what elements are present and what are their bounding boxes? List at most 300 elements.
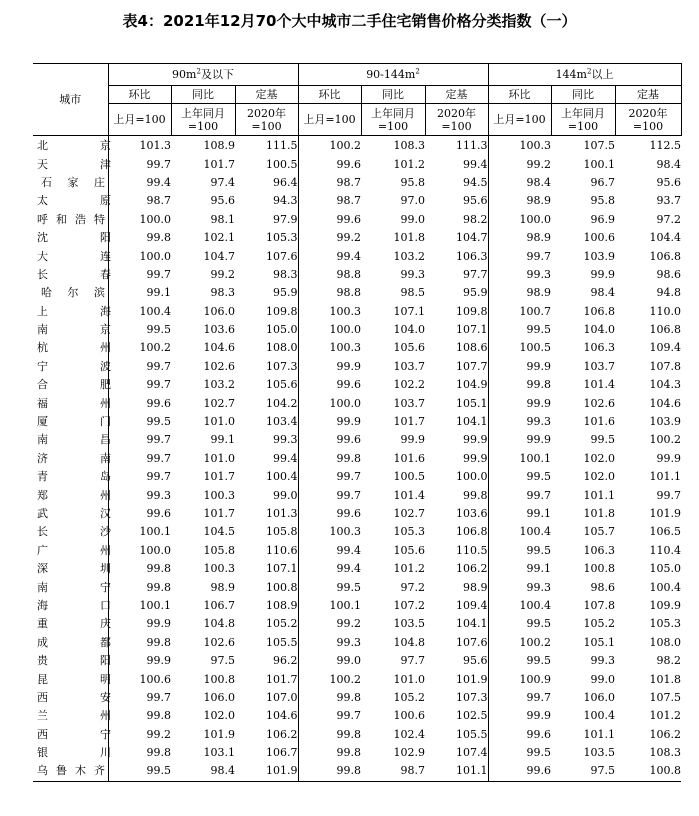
index-value-cell: 106.8 [456,525,488,539]
index-value-cell: 102.0 [583,470,615,484]
index-value-cell: 98.7 [400,764,425,778]
index-value-cell: 99.9 [400,433,425,447]
index-value-cell: 108.0 [649,635,682,649]
index-value-cell: 111.5 [266,139,298,153]
index-value-cell: 100.3 [298,303,361,321]
index-value-cell: 99.4 [273,451,298,465]
index-value-cell: 98.8 [298,284,361,302]
index-value-cell: 99.7 [108,376,171,394]
index-value-cell: 104.0 [583,323,615,337]
index-value-cell: 98.1 [210,212,235,226]
index-value-cell: 101.0 [203,451,235,465]
index-value-cell: 106.3 [583,543,615,557]
index-value-cell: 109.8 [266,304,298,318]
index-value-cell: 104.9 [456,378,488,392]
city-cell [33,505,111,523]
index-value-cell: 99.4 [298,247,361,265]
index-value-cell: 100.2 [108,339,171,357]
index-value-cell: 101.7 [203,157,235,171]
index-value-cell: 99.9 [488,431,551,449]
base-period-header [361,104,425,136]
city-cell [33,578,111,596]
index-value-cell: 104.8 [203,617,235,631]
base-period-header [488,104,551,136]
city-cell [33,689,111,707]
index-value-cell: 97.2 [400,580,425,594]
index-value-cell: 99.6 [298,376,361,394]
index-value-cell: 107.0 [266,690,298,704]
index-value-cell: 100.0 [108,247,171,265]
index-value-cell: 102.7 [203,396,235,410]
index-value-cell: 99.9 [590,267,615,281]
index-value-cell: 99.6 [488,762,551,781]
base-period-header [298,104,361,136]
city-name: 天津 [37,157,111,171]
city-name: 南宁 [37,580,111,594]
index-value-cell: 105.2 [393,690,425,704]
index-value-cell: 99.7 [298,486,361,504]
index-value-cell: 99.7 [108,155,171,173]
table-row [33,450,681,468]
index-value-cell: 100.5 [266,157,298,171]
city-cell [33,321,111,339]
index-value-cell: 107.6 [456,635,488,649]
index-value-cell: 98.9 [488,284,551,302]
index-value-cell: 105.1 [583,635,615,649]
city-name: 武汉 [37,507,111,520]
city-name: 西安 [37,690,111,704]
index-value-cell: 100.2 [298,670,361,688]
index-value-cell: 98.4 [488,174,551,192]
index-value-cell: 99.2 [488,155,551,173]
index-value-cell: 106.3 [456,249,488,263]
index-value-cell: 105.5 [456,727,488,741]
sub-header-mom: 环比 [298,86,361,104]
index-value-cell: 100.4 [488,523,551,541]
index-value-cell: 96.7 [590,175,615,189]
table-row [33,615,681,633]
index-value-cell: 100.8 [203,672,235,686]
index-value-cell: 101.8 [583,507,615,520]
index-value-cell: 100.8 [649,764,682,778]
index-value-cell: 100.3 [203,562,235,576]
table-row [33,689,681,707]
index-value-cell: 99.8 [298,744,361,762]
table-row [33,578,681,596]
index-value-cell: 98.4 [656,157,682,171]
table-row [33,303,681,321]
table-row [33,394,681,412]
index-value-cell: 102.6 [203,635,235,649]
table-row [33,670,681,688]
index-value-cell: 105.3 [393,525,425,539]
index-value-cell: 95.9 [273,286,298,300]
table-row [33,174,681,192]
index-value-cell: 96.4 [273,175,298,189]
city-cell [33,266,111,284]
base-period-header [425,104,488,136]
index-value-cell: 99.0 [590,672,615,686]
index-value-cell: 99.4 [463,157,488,171]
index-value-cell: 100.2 [298,136,361,156]
index-value-cell: 99.4 [298,560,361,578]
index-value-cell: 108.9 [203,139,235,153]
index-value-cell: 106.8 [583,304,615,318]
index-value-cell: 108.0 [266,341,298,355]
city-cell [33,284,108,302]
index-value-cell: 104.1 [456,617,488,631]
index-value-cell: 100.1 [108,523,171,541]
city-cell [33,597,111,615]
index-value-cell: 98.2 [463,212,488,226]
city-cell [33,634,111,652]
index-value-cell: 101.7 [203,507,235,520]
index-value-cell: 109.4 [456,598,488,612]
index-value-cell: 98.8 [298,266,361,284]
index-value-cell: 97.0 [400,194,425,208]
index-value-cell: 100.3 [298,339,361,357]
group-header-large: $144m^2$以上 [488,64,681,86]
index-value-cell: 99.8 [108,560,171,578]
index-value-cell: 99.9 [463,433,488,447]
index-value-cell: 107.6 [266,249,298,263]
index-value-cell: 106.8 [649,323,682,337]
table-row [33,284,681,302]
index-value-cell: 98.7 [298,192,361,210]
table-row [33,376,681,394]
index-value-cell: 101.0 [393,672,425,686]
index-value-cell: 99.7 [298,707,361,725]
index-value-cell: 108.3 [393,139,425,153]
index-value-cell: 99.8 [108,744,171,762]
index-value-cell: 110.4 [649,543,682,557]
index-value-cell: 99.6 [108,505,171,523]
index-value-cell: 99.9 [656,451,682,465]
index-value-cell: 100.6 [393,709,425,723]
index-value-cell: 99.7 [108,266,171,284]
table-row [33,413,681,431]
city-cell [33,339,111,357]
city-name: 兰州 [37,709,111,723]
index-value-cell: 101.9 [203,727,235,741]
index-value-cell: 101.8 [649,672,682,686]
index-value-cell: 107.3 [456,690,488,704]
city-name: 北京 [37,139,111,153]
index-value-cell: 101.3 [108,136,171,156]
base-period-line1: 上月=100 [303,113,356,126]
index-value-cell: 100.0 [108,542,171,560]
index-value-cell: 99.9 [298,358,361,376]
index-value-cell: 103.9 [649,415,682,429]
index-value-cell: 99.7 [298,468,361,486]
index-value-cell: 100.4 [266,470,298,484]
base-period-line1: 上年同月 [181,106,225,120]
city-cell [33,431,111,449]
index-value-cell: 108.9 [266,598,298,612]
index-value-cell: 99.4 [298,542,361,560]
index-value-cell: 99.8 [298,450,361,468]
city-name: 合肥 [37,378,111,392]
index-value-cell: 104.8 [393,635,425,649]
index-value-cell: 101.2 [393,562,425,576]
index-value-cell: 99.5 [590,433,615,447]
index-value-cell: 106.2 [456,562,488,576]
index-value-cell: 104.3 [649,378,682,392]
index-value-cell: 101.1 [456,764,488,778]
index-value-cell: 107.1 [393,304,425,318]
index-value-cell: 99.8 [298,762,361,781]
index-value-cell: 99.5 [108,413,171,431]
index-value-cell: 105.3 [266,231,298,245]
table-row [33,726,681,744]
city-cell [33,211,108,229]
index-value-cell: 98.7 [108,192,171,210]
index-value-cell: 98.5 [400,286,425,300]
index-value-cell: 106.2 [266,727,298,741]
index-value-cell: 99.9 [463,451,488,465]
index-value-cell: 100.0 [488,211,551,229]
base-period-line1: 上年同月 [561,106,605,120]
index-value-cell: 99.6 [298,431,361,449]
index-value-cell: 107.5 [583,139,615,153]
index-value-cell: 99.7 [656,488,682,502]
index-value-cell: 99.2 [108,726,171,744]
index-value-cell: 99.3 [590,654,615,668]
index-value-cell: 99.5 [488,542,551,560]
index-value-cell: 101.9 [456,672,488,686]
index-value-cell: 103.6 [203,323,235,337]
table-row [33,542,681,560]
index-value-cell: 99.7 [108,431,171,449]
index-value-cell: 98.3 [210,286,235,300]
index-value-cell: 99.3 [400,267,425,281]
index-value-cell: 98.6 [590,580,615,594]
city-cell [33,523,111,541]
index-value-cell: 99.8 [108,229,171,247]
city-name: 重庆 [37,617,111,631]
index-value-cell: 101.7 [203,470,235,484]
table-row [33,431,681,449]
city-cell [33,413,111,431]
table-row [33,229,681,247]
index-value-cell: 100.0 [108,211,171,229]
index-value-cell: 99.5 [488,744,551,762]
base-period-line2: =100 [632,119,664,133]
index-value-cell: 104.4 [649,231,682,245]
index-value-cell: 99.6 [298,155,361,173]
index-value-cell: 101.7 [266,672,298,686]
index-value-cell: 97.5 [210,654,235,668]
city-name: 石家庄 [41,175,105,189]
index-value-cell: 110.5 [456,543,488,557]
base-period-header [551,104,615,136]
city-name: 哈尔滨 [41,286,105,300]
city-name: 长春 [37,267,111,281]
city-cell [33,615,111,633]
city-name: 银川 [37,746,111,760]
city-cell [33,486,111,504]
index-value-cell: 98.2 [656,654,682,668]
page-title: 表4：2021年12月70个大中城市二手住宅销售价格分类指数（一） [122,12,577,30]
index-value-cell: 99.7 [488,486,551,504]
index-value-cell: 94.8 [656,286,682,300]
index-value-cell: 94.3 [273,194,298,208]
index-value-cell: 99.6 [108,394,171,412]
index-value-cell: 105.6 [266,378,298,392]
city-cell [33,303,111,321]
table-row [33,339,681,357]
city-name: 西宁 [37,727,111,741]
index-value-cell: 101.6 [393,451,425,465]
city-name: 杭州 [37,341,111,355]
index-value-cell: 103.7 [583,359,615,373]
index-value-cell: 99.5 [298,578,361,596]
index-value-cell: 101.3 [266,507,298,520]
index-value-cell: 105.8 [203,543,235,557]
index-value-cell: 96.9 [590,212,615,226]
index-value-cell: 101.0 [203,415,235,429]
index-value-cell: 105.0 [649,562,682,576]
index-value-cell: 99.5 [488,652,551,670]
index-value-cell: 98.3 [273,267,298,281]
table-row [33,505,681,523]
index-value-cell: 99.9 [298,413,361,431]
city-cell [33,358,111,376]
city-name: 福州 [37,396,111,410]
city-name: 昆明 [37,672,111,686]
index-value-cell: 98.9 [463,580,488,594]
city-cell [33,707,111,725]
index-value-cell: 99.1 [210,433,235,447]
sub-header-mom: 环比 [488,86,551,104]
index-value-cell: 99.3 [488,578,551,596]
index-value-cell: 105.1 [456,396,488,410]
index-value-cell: 106.0 [583,690,615,704]
table-row [33,136,681,156]
index-value-cell: 99.3 [273,433,298,447]
index-value-cell: 103.6 [456,507,488,520]
index-value-cell: 107.3 [266,359,298,373]
index-value-cell: 98.4 [210,764,235,778]
index-value-cell: 99.9 [488,358,551,376]
index-value-cell: 102.9 [393,746,425,760]
index-value-cell: 100.1 [298,597,361,615]
table-row [33,634,681,652]
base-period-line1: 上年同月 [371,106,415,120]
index-value-cell: 100.4 [649,580,682,594]
index-value-cell: 99.7 [108,468,171,486]
index-value-cell: 97.2 [656,212,682,226]
base-period-line1: 2020年 [628,106,668,120]
city-name: 乌鲁木齐 [37,764,105,778]
index-value-cell: 105.6 [393,341,425,355]
sub-header-yoy: 同比 [361,86,425,104]
index-value-cell: 100.8 [266,580,298,594]
index-value-cell: 95.8 [590,194,615,208]
index-value-cell: 97.7 [400,654,425,668]
index-value-cell: 107.5 [649,690,682,704]
table-row [33,560,681,578]
index-value-cell: 109.4 [649,341,682,355]
city-name: 海口 [37,598,111,612]
index-value-cell: 104.7 [203,249,235,263]
index-value-cell: 103.2 [203,378,235,392]
city-name: 南昌 [37,433,111,447]
city-cell [33,652,111,670]
index-value-cell: 100.1 [108,597,171,615]
city-name: 宁波 [37,359,111,373]
index-value-cell: 99.8 [298,689,361,707]
index-value-cell: 102.7 [393,507,425,520]
index-value-cell: 99.3 [488,266,551,284]
index-value-cell: 100.5 [393,470,425,484]
index-value-cell: 101.1 [583,727,615,741]
index-value-cell: 95.6 [463,194,488,208]
index-value-cell: 107.2 [393,598,425,612]
index-value-cell: 99.1 [108,284,171,302]
index-value-cell: 103.7 [393,396,425,410]
index-value-cell: 105.7 [583,525,615,539]
base-period-line2: =100 [251,119,282,133]
base-period-line2: =100 [187,119,219,133]
index-value-cell: 100.6 [108,670,171,688]
city-name: 南京 [37,323,111,337]
index-value-cell: 100.1 [488,450,551,468]
index-value-cell: 109.8 [456,304,488,318]
index-value-cell: 99.6 [298,211,361,229]
city-cell [33,376,111,394]
price-index-table [33,63,682,782]
index-value-cell: 101.1 [583,488,615,502]
city-name: 济南 [37,451,111,465]
index-value-cell: 106.3 [583,341,615,355]
index-value-cell: 100.3 [298,523,361,541]
table-row [33,468,681,486]
index-value-cell: 98.4 [590,286,615,300]
city-name: 成都 [37,635,111,649]
index-value-cell: 97.5 [590,764,615,778]
city-name: 沈阳 [37,231,111,245]
index-value-cell: 106.8 [649,249,682,263]
base-period-line2: =100 [567,119,599,133]
index-value-cell: 99.8 [488,376,551,394]
city-name: 呼和浩特 [37,212,105,226]
index-value-cell: 97.4 [210,175,235,189]
index-value-cell: 100.8 [583,562,615,576]
index-value-cell: 98.9 [488,229,551,247]
index-value-cell: 101.4 [583,378,615,392]
table-row [33,707,681,725]
index-value-cell: 97.7 [463,267,488,281]
index-value-cell: 95.8 [400,175,425,189]
index-value-cell: 106.5 [649,525,682,539]
index-value-cell: 99.7 [488,247,551,265]
index-value-cell: 109.9 [649,598,682,612]
city-name: 郑州 [37,488,111,502]
base-period-line2: =100 [441,119,472,133]
sub-header-mom: 环比 [108,86,171,104]
index-value-cell: 100.4 [108,303,171,321]
index-value-cell: 102.6 [203,359,235,373]
index-value-cell: 99.8 [108,578,171,596]
index-value-cell: 104.7 [456,231,488,245]
index-value-cell: 101.7 [393,415,425,429]
city-name: 广州 [37,543,111,557]
index-value-cell: 107.4 [456,746,488,760]
city-cell [33,229,111,247]
city-cell [33,542,111,560]
index-value-cell: 107.8 [649,359,682,373]
